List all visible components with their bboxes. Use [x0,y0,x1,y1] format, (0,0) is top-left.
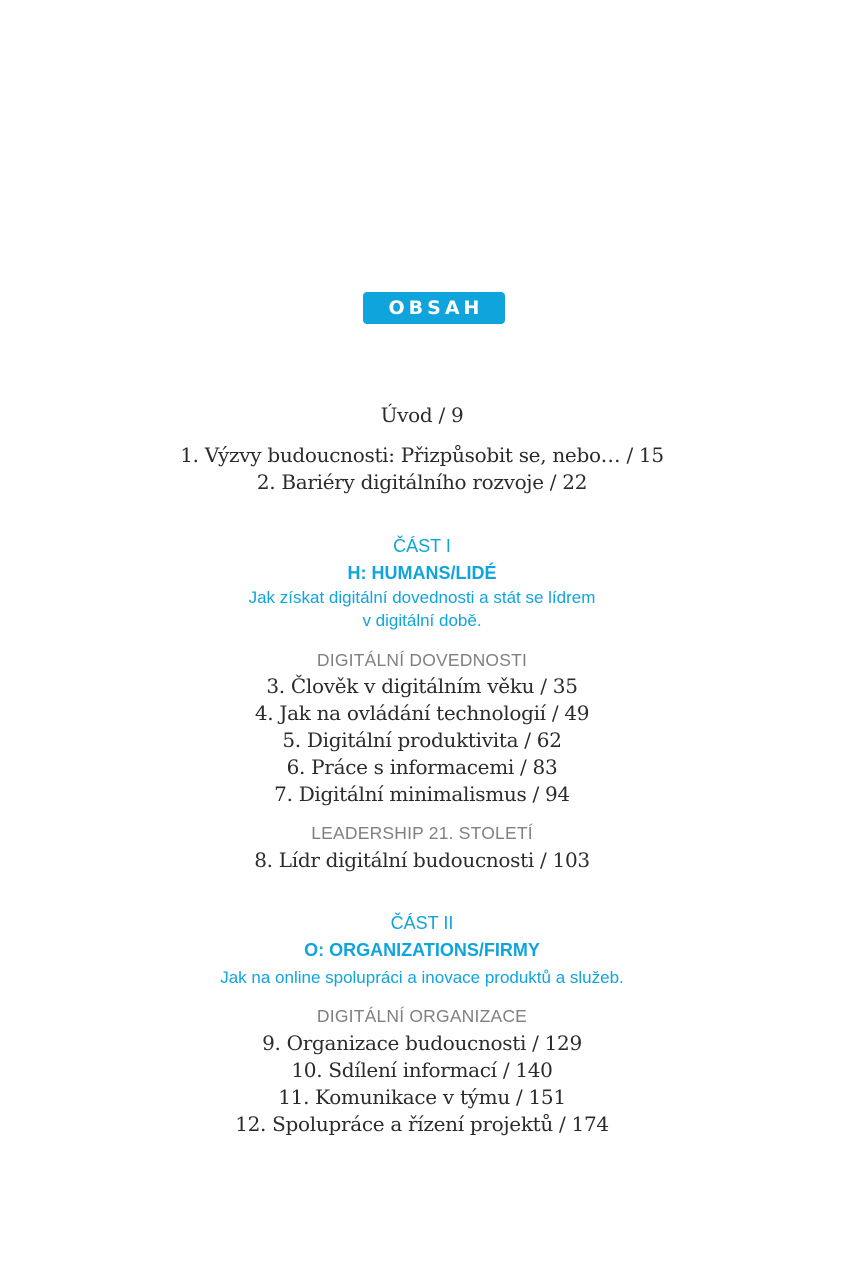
section-heading-digital-skills: DIGITÁLNÍ DOVEDNOSTI [316,650,528,670]
part-1-description-line-2: v digitální době. [362,611,482,630]
section-heading-leadership: LEADERSHIP 21. STOLETÍ [311,823,533,843]
toc-entry-3[interactable]: 3. Člověk v digitálním věku / 35 [266,674,578,698]
toc-entry-7[interactable]: 7. Digitální minimalismus / 94 [274,782,570,806]
part-1-label: ČÁST I [393,536,451,556]
part-2-label: ČÁST II [390,913,454,933]
toc-entry-5[interactable]: 5. Digitální produktivita / 62 [282,728,562,752]
toc-entry-9[interactable]: 9. Organizace budoucnosti / 129 [262,1031,582,1055]
toc-entry-10[interactable]: 10. Sdílení informací / 140 [291,1058,553,1082]
part-2-title: O: ORGANIZATIONS/FIRMY [304,940,540,960]
part-2-description-line-1: Jak na online spolupráci a inovace produktů a služeb. [220,968,624,987]
toc-entry-6[interactable]: 6. Práce s informacemi / 83 [286,755,558,779]
toc-entry-8[interactable]: 8. Lídr digitální budoucnosti / 103 [254,848,590,872]
part-1-description-line-1: Jak získat digitální dovednosti a stát se lídrem [248,588,596,607]
toc-entry-2[interactable]: 2. Bariéry digitálního rozvoje / 22 [256,470,588,494]
part-1-title: H: HUMANS/LIDÉ [347,563,497,583]
toc-entry-4[interactable]: 4. Jak na ovládání technologií / 49 [254,701,590,725]
contents-title-badge [363,292,505,324]
section-heading-digital-organization: DIGITÁLNÍ ORGANIZACE [316,1006,528,1026]
toc-entry-11[interactable]: 11. Komunikace v týmu / 151 [278,1085,566,1109]
contents-title: OBSAH [388,297,484,319]
toc-entry-12[interactable]: 12. Spolupráce a řízení projektů / 174 [235,1112,609,1136]
toc-entry-1[interactable]: 1. Výzvy budoucnosti: Přizpůsobit se, nebo… / 15 [180,443,664,467]
toc-entry-intro[interactable]: Úvod / 9 [380,403,464,427]
